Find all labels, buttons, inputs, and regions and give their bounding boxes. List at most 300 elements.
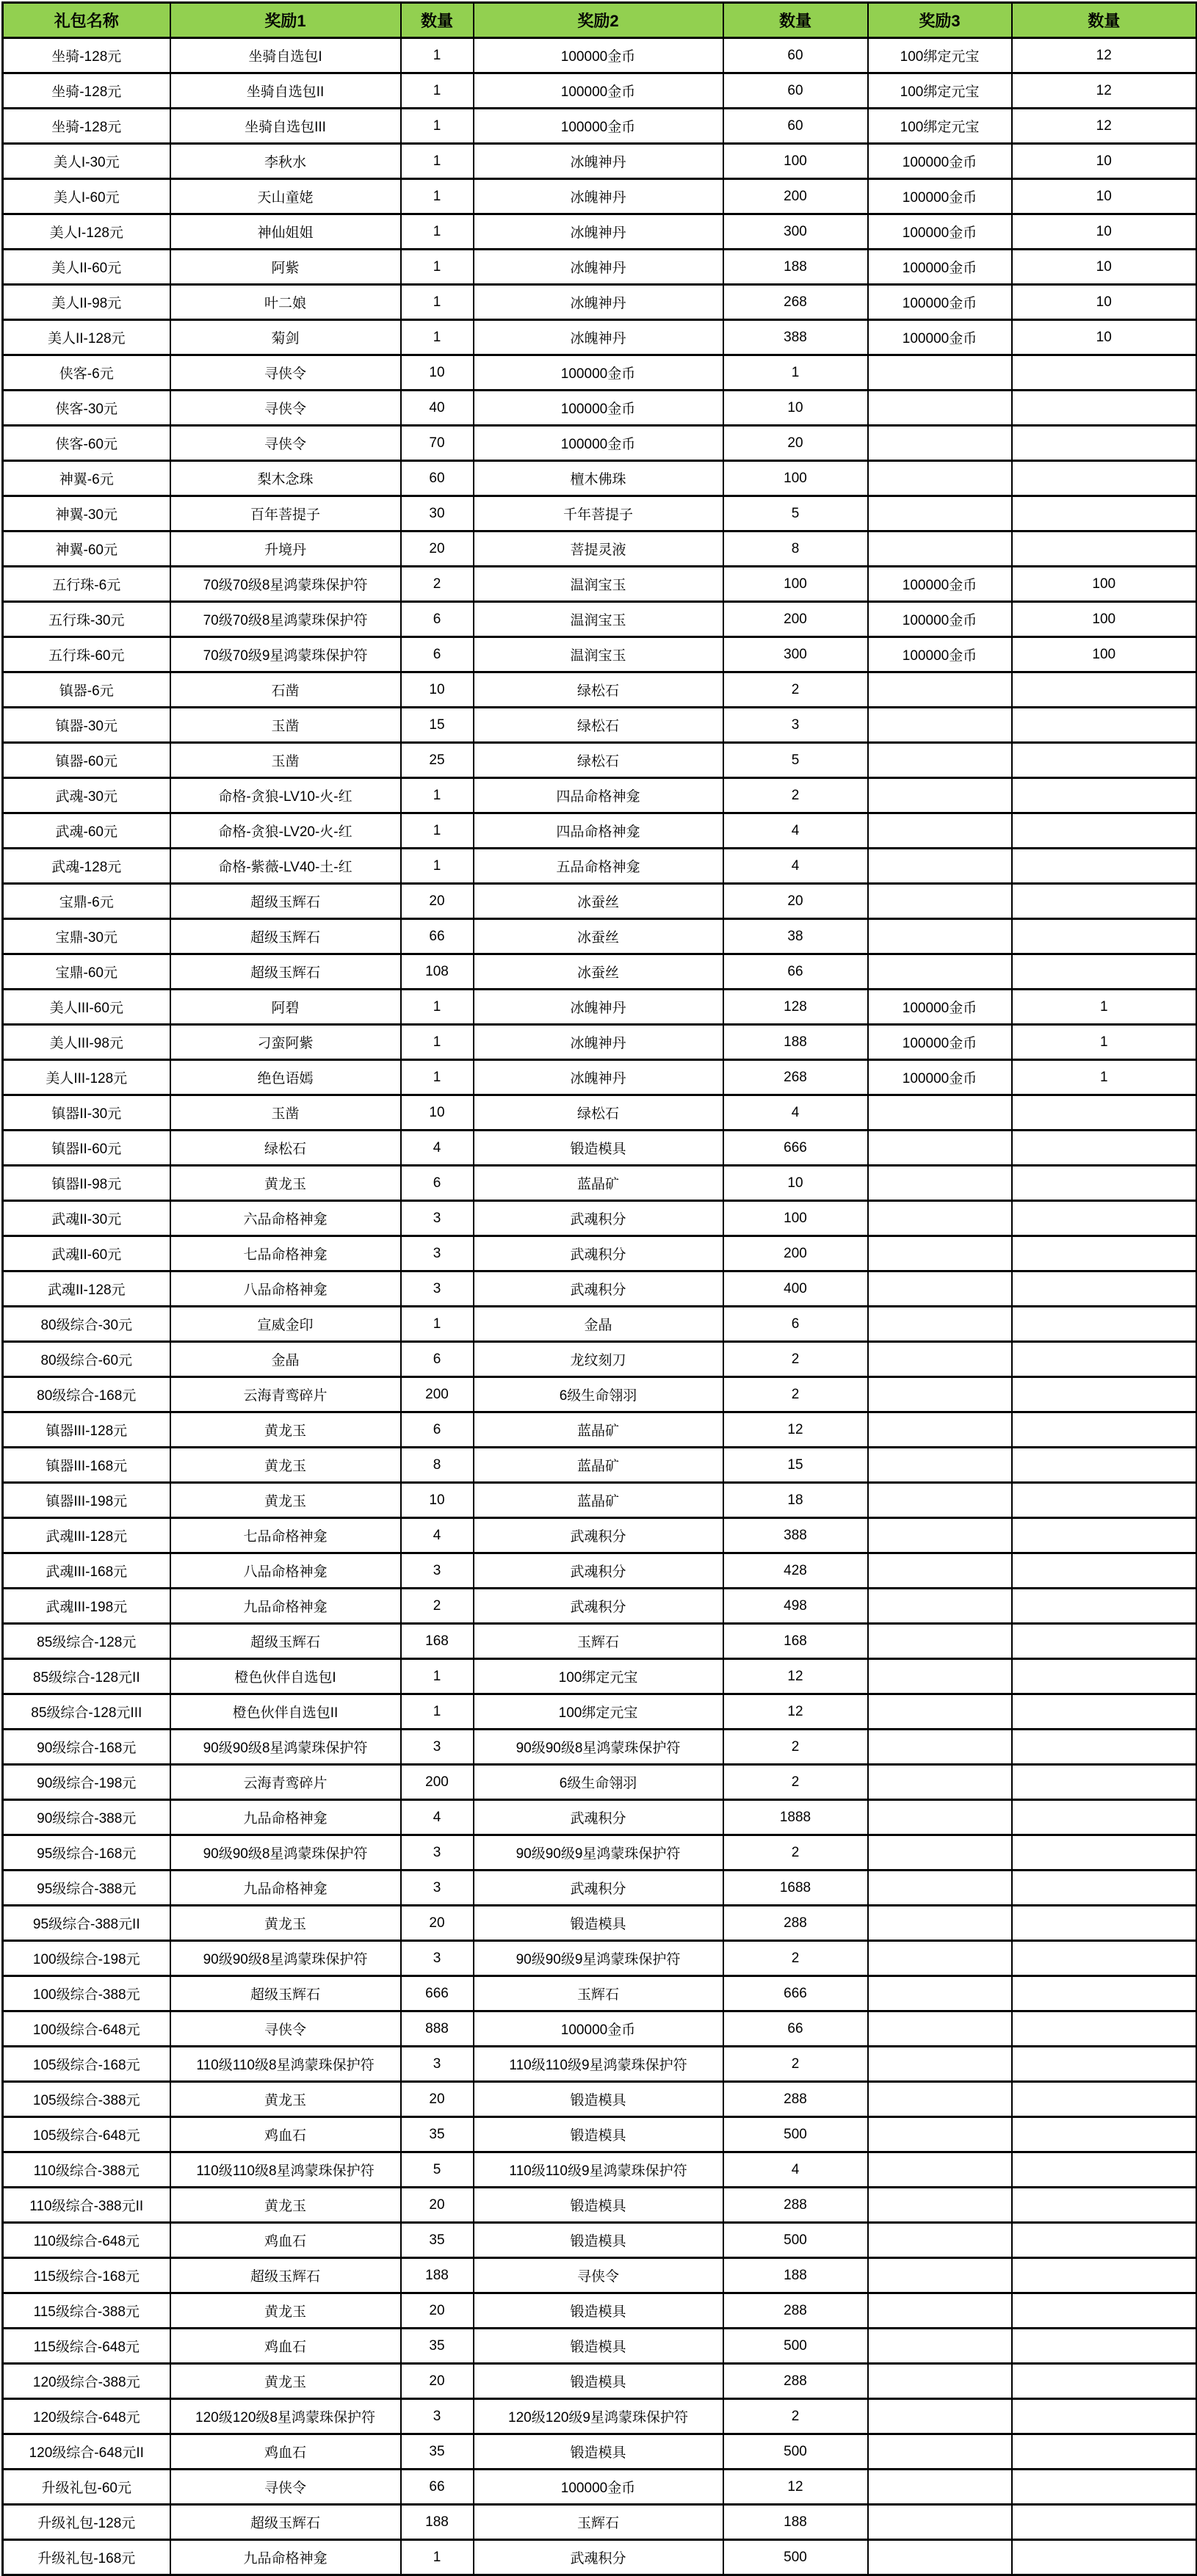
table-cell: 寻侠令	[170, 355, 401, 391]
table-cell: 1	[401, 813, 474, 849]
table-cell: 美人III-60元	[3, 990, 170, 1025]
column-header: 奖励3	[868, 3, 1012, 38]
table-cell: 6	[401, 637, 474, 672]
table-cell	[868, 813, 1012, 849]
table-row	[3, 2505, 1197, 2540]
table-cell: 五品命格神龛	[474, 849, 723, 884]
table-row	[3, 461, 1197, 496]
table-cell: 超级玉辉石	[170, 954, 401, 990]
table-cell: 200	[401, 1377, 474, 1412]
table-cell: 100	[1012, 602, 1197, 637]
table-cell: 60	[723, 38, 868, 73]
table-cell: 李秋水	[170, 144, 401, 179]
table-row	[3, 1553, 1197, 1589]
table-cell: 黄龙玉	[170, 1483, 401, 1518]
table-cell: 超级玉辉石	[170, 2258, 401, 2293]
table-cell	[1012, 813, 1197, 849]
table-cell: 冰魄神丹	[474, 320, 723, 355]
table-row	[3, 391, 1197, 426]
table-row	[3, 1060, 1197, 1095]
table-cell: 云海青鸾碎片	[170, 1377, 401, 1412]
table-cell: 288	[723, 2082, 868, 2117]
table-cell: 6	[401, 1342, 474, 1377]
table-cell	[1012, 1201, 1197, 1236]
table-cell: 3	[401, 1730, 474, 1765]
table-cell: 武魂-30元	[3, 778, 170, 813]
table-cell: 1	[723, 355, 868, 391]
table-cell	[868, 2223, 1012, 2258]
table-cell: 坐骑-128元	[3, 38, 170, 73]
table-cell: 4	[723, 2152, 868, 2188]
table-cell: 锻造模具	[474, 2188, 723, 2223]
table-cell: 镇器-60元	[3, 743, 170, 778]
table-cell	[1012, 1589, 1197, 1624]
table-cell: 梨木念珠	[170, 461, 401, 496]
table-cell: 冰魄神丹	[474, 144, 723, 179]
table-cell: 100绑定元宝	[474, 1659, 723, 1694]
table-cell: 1	[401, 73, 474, 109]
table-cell: 100绑定元宝	[868, 109, 1012, 144]
table-cell: 100000金币	[868, 285, 1012, 320]
table-cell: 288	[723, 2293, 868, 2329]
table-cell	[1012, 1307, 1197, 1342]
table-cell	[1012, 919, 1197, 954]
table-row	[3, 708, 1197, 743]
table-cell: 388	[723, 320, 868, 355]
table-cell: 4	[401, 1131, 474, 1166]
table-cell: 110级综合-388元	[3, 2152, 170, 2188]
table-row	[3, 1518, 1197, 1553]
table-row	[3, 743, 1197, 778]
table-cell: 4	[401, 1800, 474, 1835]
table-cell: 6	[723, 1307, 868, 1342]
table-cell: 105级综合-388元	[3, 2082, 170, 2117]
table-cell: 镇器II-98元	[3, 1166, 170, 1201]
table-cell: 冰魄神丹	[474, 990, 723, 1025]
table-cell	[868, 355, 1012, 391]
table-cell: 1	[401, 214, 474, 250]
table-cell: 黄龙玉	[170, 2188, 401, 2223]
table-cell: 70	[401, 426, 474, 461]
table-cell: 12	[723, 1659, 868, 1694]
table-cell: 锻造模具	[474, 1906, 723, 1941]
table-row	[3, 849, 1197, 884]
table-cell: 美人III-98元	[3, 1025, 170, 1060]
table-cell: 3	[401, 2399, 474, 2434]
table-cell	[868, 2293, 1012, 2329]
table-cell: 镇器III-198元	[3, 1483, 170, 1518]
table-cell	[868, 778, 1012, 813]
table-cell: 锻造模具	[474, 2329, 723, 2364]
table-cell	[1012, 1236, 1197, 1271]
table-cell: 40	[401, 391, 474, 426]
table-cell: 20	[401, 1906, 474, 1941]
table-cell: 锻造模具	[474, 2082, 723, 2117]
table-cell: 90级90级8星鸿蒙珠保护符	[170, 1835, 401, 1871]
table-cell: 6	[401, 602, 474, 637]
table-cell: 6级生命翎羽	[474, 1765, 723, 1800]
table-cell: 鸡血石	[170, 2117, 401, 2152]
table-cell	[1012, 1377, 1197, 1412]
table-cell: 神翼-6元	[3, 461, 170, 496]
table-cell: 七品命格神龛	[170, 1518, 401, 1553]
table-cell	[1012, 2364, 1197, 2399]
table-cell	[868, 2117, 1012, 2152]
table-header-row	[3, 3, 1197, 38]
table-cell	[1012, 849, 1197, 884]
table-cell	[1012, 1730, 1197, 1765]
table-cell	[868, 1976, 1012, 2011]
table-cell: 1	[401, 144, 474, 179]
table-cell: 美人II-60元	[3, 250, 170, 285]
table-cell	[868, 954, 1012, 990]
table-cell: 168	[401, 1624, 474, 1659]
table-cell: 300	[723, 214, 868, 250]
table-cell: 温润宝玉	[474, 567, 723, 602]
table-cell: 110级110级9星鸿蒙珠保护符	[474, 2152, 723, 2188]
table-row	[3, 1871, 1197, 1906]
table-cell	[868, 2082, 1012, 2117]
table-cell: 武魂-128元	[3, 849, 170, 884]
table-cell: 2	[723, 1730, 868, 1765]
table-cell: 100000金币	[474, 38, 723, 73]
table-cell: 金晶	[170, 1342, 401, 1377]
table-cell: 100000金币	[868, 179, 1012, 214]
table-row	[3, 426, 1197, 461]
table-cell: 100000金币	[474, 426, 723, 461]
table-row	[3, 2258, 1197, 2293]
table-cell: 冰魄神丹	[474, 179, 723, 214]
table-cell	[1012, 2399, 1197, 2434]
table-cell: 镇器-30元	[3, 708, 170, 743]
table-row	[3, 1765, 1197, 1800]
table-cell: 1888	[723, 1800, 868, 1835]
table-cell: 90级综合-388元	[3, 1800, 170, 1835]
table-cell: 超级玉辉石	[170, 919, 401, 954]
table-cell: 10	[401, 672, 474, 708]
table-cell	[1012, 496, 1197, 531]
table-cell	[1012, 1095, 1197, 1131]
table-cell: 黄龙玉	[170, 2364, 401, 2399]
table-row	[3, 2082, 1197, 2117]
table-cell: 8	[401, 1448, 474, 1483]
table-cell: 九品命格神龛	[170, 1871, 401, 1906]
table-cell	[1012, 1271, 1197, 1307]
table-cell	[868, 2258, 1012, 2293]
table-cell: 美人I-60元	[3, 179, 170, 214]
table-cell: 武魂积分	[474, 1589, 723, 1624]
table-cell: 镇器-6元	[3, 672, 170, 708]
table-cell	[1012, 954, 1197, 990]
table-row	[3, 2152, 1197, 2188]
table-cell: 20	[401, 2082, 474, 2117]
table-cell: 95级综合-388元	[3, 1871, 170, 1906]
table-cell: 绿松石	[170, 1131, 401, 1166]
table-cell: 黄龙玉	[170, 2293, 401, 2329]
table-cell	[868, 1131, 1012, 1166]
table-cell: 黄龙玉	[170, 1906, 401, 1941]
table-cell: 1	[401, 990, 474, 1025]
table-cell: 2	[723, 778, 868, 813]
table-row	[3, 884, 1197, 919]
table-row	[3, 496, 1197, 531]
table-cell: 4	[723, 849, 868, 884]
table-row	[3, 2434, 1197, 2470]
table-cell: 蓝晶矿	[474, 1412, 723, 1448]
table-cell	[868, 1483, 1012, 1518]
table-cell	[1012, 391, 1197, 426]
table-cell: 12	[723, 2470, 868, 2505]
table-cell	[868, 1307, 1012, 1342]
table-cell: 10	[401, 355, 474, 391]
table-cell	[868, 1095, 1012, 1131]
table-cell: 268	[723, 285, 868, 320]
table-cell	[868, 2505, 1012, 2540]
table-cell: 寻侠令	[474, 2258, 723, 2293]
table-cell	[1012, 1941, 1197, 1976]
table-cell	[1012, 2223, 1197, 2258]
table-cell: 90级90级8星鸿蒙珠保护符	[474, 1730, 723, 1765]
table-cell: 菩提灵液	[474, 531, 723, 567]
table-cell: 12	[1012, 109, 1197, 144]
table-cell: 666	[723, 1976, 868, 2011]
table-cell: 锻造模具	[474, 2223, 723, 2258]
table-cell: 666	[401, 1976, 474, 2011]
table-cell: 七品命格神龛	[170, 1236, 401, 1271]
table-cell: 35	[401, 2117, 474, 2152]
table-cell	[868, 1201, 1012, 1236]
table-cell: 115级综合-388元	[3, 2293, 170, 2329]
table-cell	[1012, 2152, 1197, 2188]
table-cell: 200	[723, 1236, 868, 1271]
table-row	[3, 1941, 1197, 1976]
table-cell: 1	[1012, 990, 1197, 1025]
table-cell: 黄龙玉	[170, 2082, 401, 2117]
table-cell: 4	[723, 813, 868, 849]
table-cell: 镇器II-60元	[3, 1131, 170, 1166]
table-cell	[868, 1765, 1012, 1800]
table-cell: 1	[401, 109, 474, 144]
table-cell: 100级综合-648元	[3, 2011, 170, 2047]
table-cell	[1012, 2188, 1197, 2223]
table-cell: 288	[723, 2188, 868, 2223]
table-cell: 温润宝玉	[474, 637, 723, 672]
table-cell: 108	[401, 954, 474, 990]
table-cell: 武魂III-168元	[3, 1553, 170, 1589]
table-row	[3, 954, 1197, 990]
table-cell: 100	[723, 1201, 868, 1236]
table-cell: 35	[401, 2223, 474, 2258]
column-header: 奖励2	[474, 3, 723, 38]
table-cell: 100	[723, 144, 868, 179]
table-cell: 100级综合-388元	[3, 1976, 170, 2011]
table-cell: 110级综合-388元II	[3, 2188, 170, 2223]
table-cell: 100000金币	[868, 144, 1012, 179]
table-cell: 锻造模具	[474, 1131, 723, 1166]
table-cell: 120级120级8星鸿蒙珠保护符	[170, 2399, 401, 2434]
table-cell: 鸡血石	[170, 2434, 401, 2470]
table-cell: 10	[401, 1483, 474, 1518]
table-cell: 100000金币	[474, 391, 723, 426]
table-cell: 1	[401, 778, 474, 813]
table-cell: 300	[723, 637, 868, 672]
column-header: 数量	[1012, 3, 1197, 38]
table-cell	[1012, 1976, 1197, 2011]
table-cell: 100000金币	[868, 320, 1012, 355]
table-row	[3, 1694, 1197, 1730]
table-cell: 200	[401, 1765, 474, 1800]
table-cell	[1012, 1765, 1197, 1800]
table-cell: 坐骑自选包I	[170, 38, 401, 73]
table-cell: 100绑定元宝	[868, 73, 1012, 109]
table-row	[3, 1483, 1197, 1518]
table-row	[3, 2188, 1197, 2223]
table-cell: 100级综合-198元	[3, 1941, 170, 1976]
table-cell: 阿紫	[170, 250, 401, 285]
table-cell	[1012, 2470, 1197, 2505]
table-cell: 20	[723, 884, 868, 919]
table-cell: 5	[723, 496, 868, 531]
table-cell	[1012, 2293, 1197, 2329]
table-cell: 100000金币	[868, 250, 1012, 285]
table-cell: 100000金币	[474, 109, 723, 144]
table-cell: 寻侠令	[170, 426, 401, 461]
table-cell: 武魂II-30元	[3, 1201, 170, 1236]
table-cell: 美人II-98元	[3, 285, 170, 320]
table-cell: 神翼-60元	[3, 531, 170, 567]
table-cell: 128	[723, 990, 868, 1025]
table-cell: 九品命格神龛	[170, 2540, 401, 2575]
table-cell: 坐骑-128元	[3, 73, 170, 109]
table-cell: 188	[723, 1025, 868, 1060]
table-cell: 石凿	[170, 672, 401, 708]
table-cell: 蓝晶矿	[474, 1166, 723, 1201]
table-cell: 90级90级9星鸿蒙珠保护符	[474, 1835, 723, 1871]
table-cell: 2	[401, 567, 474, 602]
table-cell: 寻侠令	[170, 2470, 401, 2505]
table-cell	[868, 1518, 1012, 1553]
table-cell: 100000金币	[474, 2470, 723, 2505]
table-cell: 橙色伙伴自选包II	[170, 1694, 401, 1730]
table-row	[3, 73, 1197, 109]
table-cell	[1012, 672, 1197, 708]
table-row	[3, 531, 1197, 567]
table-cell: 12	[1012, 73, 1197, 109]
table-cell: 美人I-128元	[3, 214, 170, 250]
table-cell: 100	[1012, 567, 1197, 602]
table-cell: 百年菩提子	[170, 496, 401, 531]
table-cell: 八品命格神龛	[170, 1553, 401, 1589]
table-cell: 神翼-30元	[3, 496, 170, 531]
table-cell: 侠客-6元	[3, 355, 170, 391]
table-cell	[868, 1871, 1012, 1906]
table-cell: 95级综合-168元	[3, 1835, 170, 1871]
table-cell: 镇器II-30元	[3, 1095, 170, 1131]
table-cell: 冰蚕丝	[474, 919, 723, 954]
table-cell: 蓝晶矿	[474, 1483, 723, 1518]
table-cell: 冰蚕丝	[474, 954, 723, 990]
table-cell: 90级90级8星鸿蒙珠保护符	[170, 1941, 401, 1976]
table-cell: 38	[723, 919, 868, 954]
table-cell: 500	[723, 2329, 868, 2364]
table-cell: 九品命格神龛	[170, 1589, 401, 1624]
table-cell: 188	[723, 2505, 868, 2540]
table-row	[3, 1342, 1197, 1377]
table-cell: 玉凿	[170, 708, 401, 743]
table-cell	[868, 391, 1012, 426]
table-row	[3, 1025, 1197, 1060]
table-cell: 12	[723, 1412, 868, 1448]
table-cell: 10	[723, 391, 868, 426]
table-cell: 100绑定元宝	[474, 1694, 723, 1730]
table-cell: 绿松石	[474, 1095, 723, 1131]
table-row	[3, 144, 1197, 179]
table-cell: 冰魄神丹	[474, 250, 723, 285]
table-cell: 1	[401, 285, 474, 320]
table-cell: 60	[723, 73, 868, 109]
table-cell: 命格-贪狼-LV20-火-红	[170, 813, 401, 849]
table-cell: 四品命格神龛	[474, 813, 723, 849]
table-cell: 15	[401, 708, 474, 743]
table-cell	[1012, 1483, 1197, 1518]
table-row	[3, 1659, 1197, 1694]
table-cell: 100000金币	[474, 73, 723, 109]
table-cell: 15	[723, 1448, 868, 1483]
table-cell	[1012, 426, 1197, 461]
table-cell: 10	[723, 1166, 868, 1201]
table-cell: 3	[401, 1941, 474, 1976]
table-cell	[1012, 778, 1197, 813]
table-cell: 80级综合-168元	[3, 1377, 170, 1412]
table-cell: 20	[401, 884, 474, 919]
table-cell	[868, 1800, 1012, 1835]
table-cell: 武魂积分	[474, 1271, 723, 1307]
table-cell	[868, 2011, 1012, 2047]
table-cell: 66	[401, 2470, 474, 2505]
table-cell: 锻造模具	[474, 2293, 723, 2329]
table-cell: 绝色语嫣	[170, 1060, 401, 1095]
table-cell: 宣威金印	[170, 1307, 401, 1342]
table-cell: 2	[401, 1589, 474, 1624]
column-header: 礼包名称	[3, 3, 170, 38]
table-cell: 冰魄神丹	[474, 1060, 723, 1095]
table-cell: 188	[723, 250, 868, 285]
table-row	[3, 2470, 1197, 2505]
table-row	[3, 1589, 1197, 1624]
table-cell: 绿松石	[474, 672, 723, 708]
table-cell: 3	[723, 708, 868, 743]
table-cell: 龙纹刻刀	[474, 1342, 723, 1377]
table-row	[3, 2329, 1197, 2364]
table-cell: 坐骑-128元	[3, 109, 170, 144]
table-cell: 115级综合-648元	[3, 2329, 170, 2364]
table-cell: 镇器III-168元	[3, 1448, 170, 1483]
table-cell: 200	[723, 602, 868, 637]
table-cell: 刁蛮阿紫	[170, 1025, 401, 1060]
table-cell: 1	[401, 1025, 474, 1060]
table-cell: 1	[401, 849, 474, 884]
table-cell: 美人II-128元	[3, 320, 170, 355]
table-cell: 105级综合-168元	[3, 2047, 170, 2082]
table-cell	[868, 2399, 1012, 2434]
table-cell: 100绑定元宝	[868, 38, 1012, 73]
table-cell	[1012, 2505, 1197, 2540]
table-cell: 1	[1012, 1025, 1197, 1060]
table-cell: 10	[1012, 320, 1197, 355]
table-cell: 橙色伙伴自选包I	[170, 1659, 401, 1694]
table-cell: 120级综合-648元II	[3, 2434, 170, 2470]
table-cell: 八品命格神龛	[170, 1271, 401, 1307]
